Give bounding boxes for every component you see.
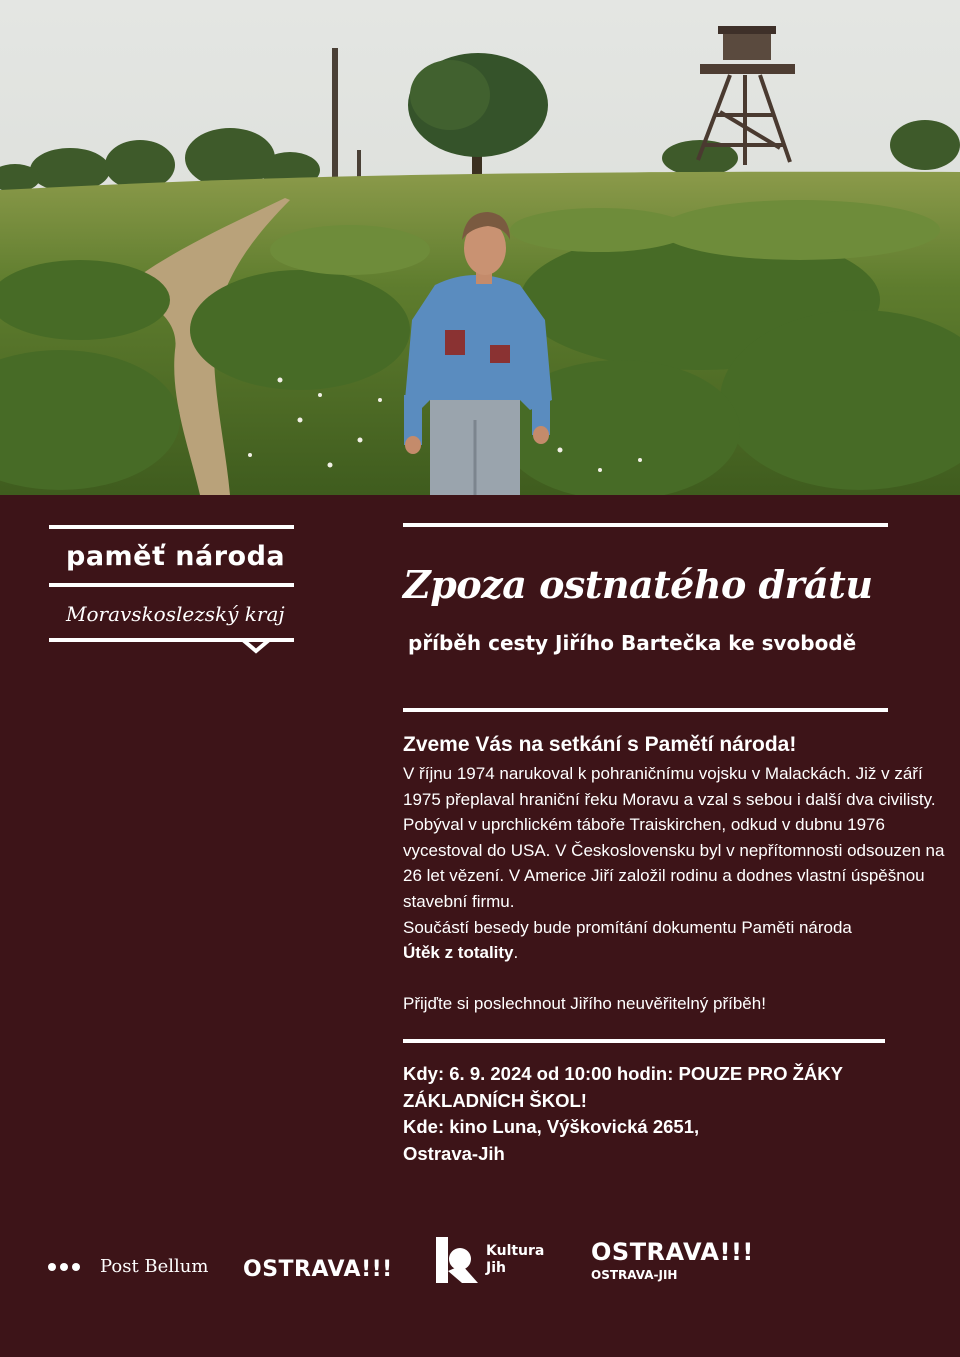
film-title: Útěk z totality bbox=[403, 943, 514, 963]
invite-heading: Zveme Vás na setkání s Pamětí národa! bbox=[403, 733, 797, 756]
event-where: Kde: kino Luna, Výškovická 2651, bbox=[403, 1116, 700, 1137]
ostrava-jih-small: OSTRAVA-JIH bbox=[591, 1268, 678, 1282]
event-where-city: Ostrava-Jih bbox=[403, 1142, 505, 1164]
details-rule bbox=[403, 1039, 885, 1043]
event-subtitle: příběh cesty Jiřího Bartečka ke svobodě bbox=[408, 631, 857, 655]
call-to-action: Přijďte si poslechnout Jiřího neuvěřitelný příběh! bbox=[403, 993, 766, 1013]
post-bellum-logo bbox=[48, 1256, 208, 1277]
brand-block bbox=[49, 525, 294, 642]
event-description-block bbox=[403, 761, 948, 1016]
event-description: V říjnu 1974 narukoval k pohraničnímu vojsku v Malackách. Již v září 1975 přeplaval hraniční řeku Moravu a vzal s sebou i další dva civilisty. Pobýval v uprchlickém táboře Traiskirchen, odkud v dubnu 1976 vycestoval do USA. V Československu byl v nepřítomnosti odsouzen na 26 let vězení. V Americe Jiří založil rodinu a dodnes vlastní úspěšnou stavební firmu. bbox=[403, 764, 945, 911]
sponsor-logos bbox=[0, 1230, 960, 1310]
ostrava-jih-big: OSTRAVA!!! bbox=[591, 1238, 754, 1266]
jih-label: Jih bbox=[486, 1260, 506, 1276]
title-top-rule bbox=[403, 523, 888, 527]
screening-end: . bbox=[513, 943, 519, 963]
header-photo bbox=[0, 0, 960, 495]
event-details bbox=[403, 1061, 903, 1167]
ostrava-logo: OSTRAVA!!! bbox=[243, 1257, 393, 1282]
post-bellum-label: Post Bellum bbox=[100, 1256, 209, 1277]
kultura-jih-logo bbox=[436, 1237, 544, 1283]
event-title: Zpoza ostnatého drátu bbox=[403, 562, 873, 607]
title-bottom-rule bbox=[403, 708, 888, 712]
pamet-naroda-logo: paměť národa bbox=[66, 541, 286, 572]
dots-icon bbox=[48, 1263, 80, 1271]
speech-pointer-icon bbox=[241, 638, 271, 654]
ostrava-jih-logo bbox=[591, 1238, 754, 1282]
k-letter-icon bbox=[436, 1237, 478, 1283]
screening-paragraph bbox=[403, 915, 948, 966]
event-when: Kdy: 6. 9. 2024 od 10:00 hodin: POUZE PRO ŽÁKY ZÁKLADNÍCH ŠKOL! bbox=[403, 1063, 843, 1111]
border-landscape-illustration bbox=[0, 0, 960, 495]
kultura-label: Kultura bbox=[486, 1243, 545, 1259]
screening-text: Součástí besedy bude promítání dokumentu Paměti národa bbox=[403, 917, 852, 937]
region-label: Moravskoslezský kraj bbox=[66, 602, 285, 626]
